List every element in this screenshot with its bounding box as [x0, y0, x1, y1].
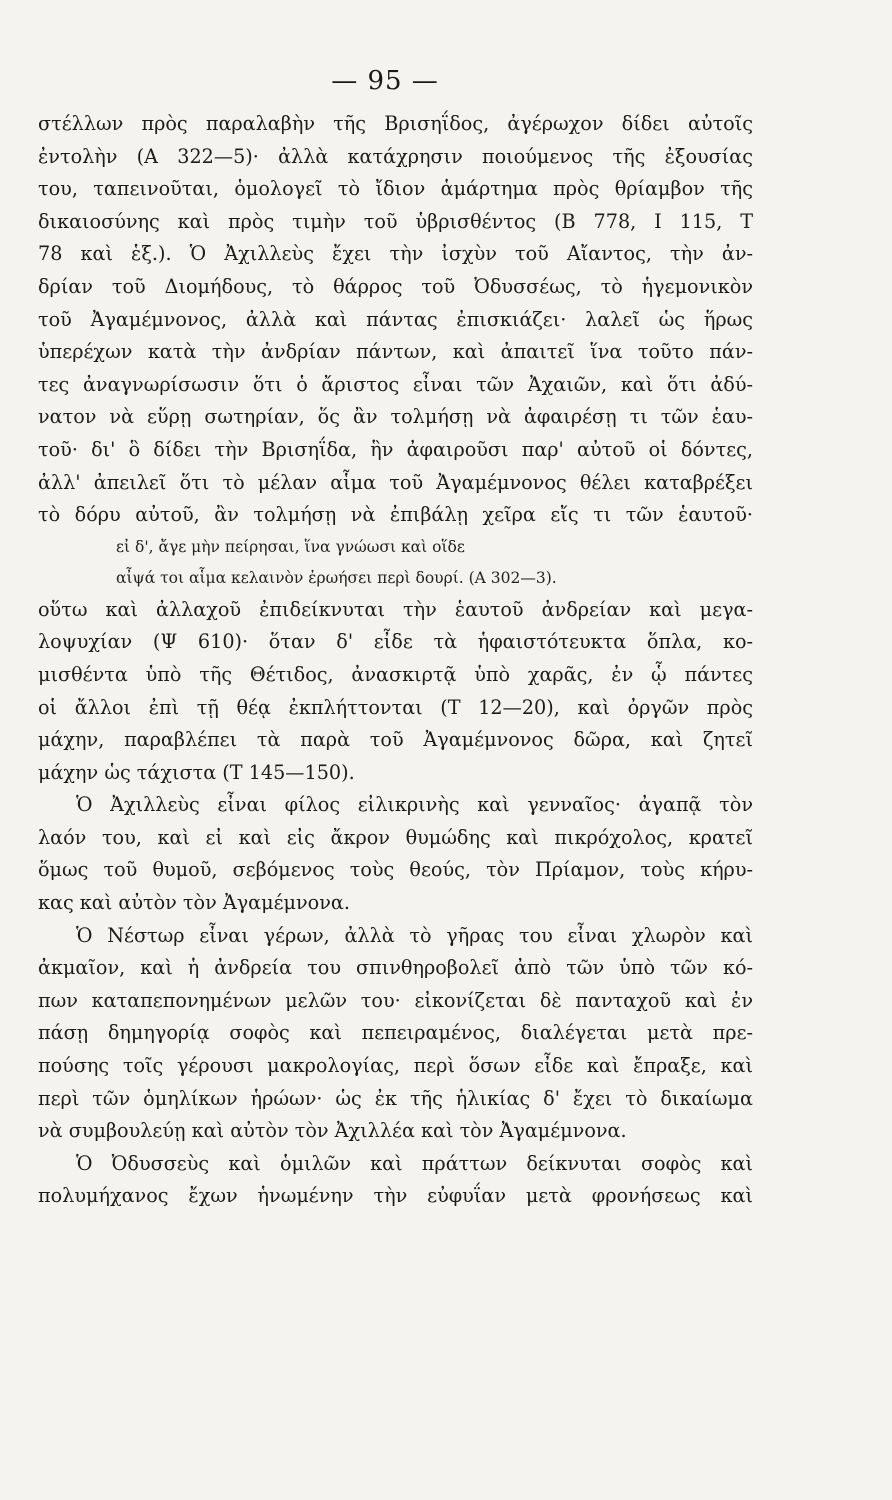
text-line: λαόν του, καὶ εἰ καὶ εἰς ἄκρον θυμώδης καὶ πικρόχολος, κρατεῖ — [38, 825, 753, 849]
text-line: νατον νὰ εὕρῃ σωτηρίαν, ὅς ἂν τολμήσῃ νὰ ἀφαιρέσῃ τι τῶν ἑαυ- — [38, 405, 753, 429]
body-text — [38, 108, 753, 1213]
page-number: — 95 — — [331, 66, 439, 96]
text-line: κας καὶ αὐτὸν τὸν Ἀγαμέμνονα. — [38, 891, 350, 915]
text-line: δρίαν τοῦ Διομήδους, τὸ θάρρος τοῦ Ὀδυσσέως, τὸ ἡγεμονικὸν — [38, 274, 753, 298]
text-line: ἀλλ' ἀπειλεῖ ὅτι τὸ μέλαν αἷμα τοῦ Ἀγαμέμνονος θέλει καταβρέξει — [38, 470, 753, 494]
text-line: 78 καὶ ἑξ.). Ὁ Ἀχιλλεὺς ἔχει τὴν ἰσχὺν τοῦ Αἴαντος, τὴν ἀν- — [38, 242, 753, 266]
quote-line: εἰ δ', ἄγε μὴν πείρησαι, ἵνα γνώωσι καὶ οἵδε — [116, 537, 465, 556]
text-line: μάχην ὡς τάχιστα (Τ 145—150). — [38, 760, 355, 784]
block-quote — [38, 532, 753, 594]
text-line: ὑπερέχων κατὰ τὴν ἀνδρίαν πάντων, καὶ ἀπαιτεῖ ἵνα τοῦτο πάν- — [38, 340, 753, 364]
text-line: Ὁ Ὀδυσσεὺς καὶ ὁμιλῶν καὶ πράττων δείκνυται σοφὸς καὶ — [76, 1151, 753, 1175]
text-line: μισθέντα ὑπὸ τῆς Θέτιδος, ἀνασκιρτᾷ ὑπὸ χαρᾶς, ἐν ᾧ πάντες — [38, 662, 753, 686]
text-line: πων καταπεπονημένων μελῶν του· εἰκονίζεται δὲ πανταχοῦ καὶ ἐν — [38, 988, 753, 1012]
text-line: τοῦ Ἀγαμέμνονος, ἀλλὰ καὶ πάντας ἐπισκιάζει· λαλεῖ ὡς ἥρως — [38, 307, 753, 331]
paragraph-continued — [38, 108, 753, 532]
text-line: πολυμήχανος ἔχων ἡνωμένην τὴν εὐφυΐαν μετὰ φρονήσεως καὶ — [38, 1184, 753, 1208]
text-line: Ὁ Νέστωρ εἶναι γέρων, ἀλλὰ τὸ γῆρας του εἶναι χλωρὸν καὶ — [76, 923, 753, 947]
text-line: στέλλων πρὸς παραλαβὴν τῆς Βρισηΐδος, ἀγέρωχον δίδει αὐτοῖς — [38, 112, 753, 135]
text-line: ἐντολὴν (Α 322—5)· ἀλλὰ κατάχρησιν ποιούμενος τῆς ἐξουσίας — [38, 144, 753, 168]
text-line: τοῦ· δι' ὃ δίδει τὴν Βρισηΐδα, ἣν ἀφαιροῦσι παρ' αὐτοῦ οἱ δόντες, — [38, 437, 753, 461]
text-line: τὸ δόρυ αὐτοῦ, ἂν τολμήσῃ νὰ ἐπιβάλῃ χεῖρα εἴς τι τῶν ἑαυτοῦ· — [38, 503, 753, 527]
text-line: μάχην, παραβλέπει τὰ παρὰ τοῦ Ἀγαμέμνονος δῶρα, καὶ ζητεῖ — [38, 728, 753, 752]
text-line: οἱ ἄλλοι ἐπὶ τῇ θέᾳ ἐκπλήττονται (Τ 12—20), καὶ ὀργῶν πρὸς — [38, 695, 753, 719]
text-line: πούσης τοῖς γέρουσι μακρολογίας, περὶ ὅσων εἶδε καὶ ἔπραξε, καὶ — [38, 1054, 753, 1078]
text-line: οὕτω καὶ ἀλλαχοῦ ἐπιδείκνυται τὴν ἑαυτοῦ ἀνδρείαν καὶ μεγα- — [38, 597, 753, 621]
quote-line: αἶψά τοι αἷμα κελαινὸν ἐρωήσει περὶ δουρί. (Α 302—3). — [116, 568, 557, 587]
text-line: Ὁ Ἀχιλλεὺς εἶναι φίλος εἰλικρινὴς καὶ γενναῖος· ἀγαπᾷ τὸν — [76, 793, 753, 817]
text-line: ὅμως τοῦ θυμοῦ, σεβόμενος τοὺς θεούς, τὸν Πρίαμον, τοὺς κήρυ- — [38, 858, 753, 882]
text-line: πάσῃ δημηγορίᾳ σοφὸς καὶ πεπειραμένος, διαλέγεται μετὰ πρε- — [38, 1021, 753, 1045]
text-line: δικαιοσύνης καὶ πρὸς τιμὴν τοῦ ὑβρισθέντος (Β 778, Ι 115, Τ — [38, 209, 753, 233]
text-line: του, ταπεινοῦται, ὁμολογεῖ τὸ ἴδιον ἁμάρτημα πρὸς θρίαμβον τῆς — [38, 177, 753, 201]
paragraphs — [38, 594, 753, 1213]
text-line: νὰ συμβουλεύῃ καὶ αὐτὸν τὸν Ἀχιλλέα καὶ τὸν Ἀγαμέμνονα. — [38, 1119, 627, 1143]
text-line: λοψυχίαν (Ψ 610)· ὅταν δ' εἶδε τὰ ἡφαιστότευκτα ὅπλα, κο- — [38, 630, 753, 654]
text-line: τες ἀναγνωρίσωσιν ὅτι ὁ ἄριστος εἶναι τῶν Ἀχαιῶν, καὶ ὅτι ἀδύ- — [38, 372, 753, 396]
text-line: περὶ τῶν ὁμηλίκων ἡρώων· ὡς ἐκ τῆς ἡλικίας δ' ἔχει τὸ δικαίωμα — [38, 1086, 753, 1110]
text-line: ἀκμαῖον, καὶ ἡ ἀνδρεία του σπινθηροβολεῖ ἀπὸ τῶν ὑπὸ τῶν κό- — [38, 956, 753, 980]
